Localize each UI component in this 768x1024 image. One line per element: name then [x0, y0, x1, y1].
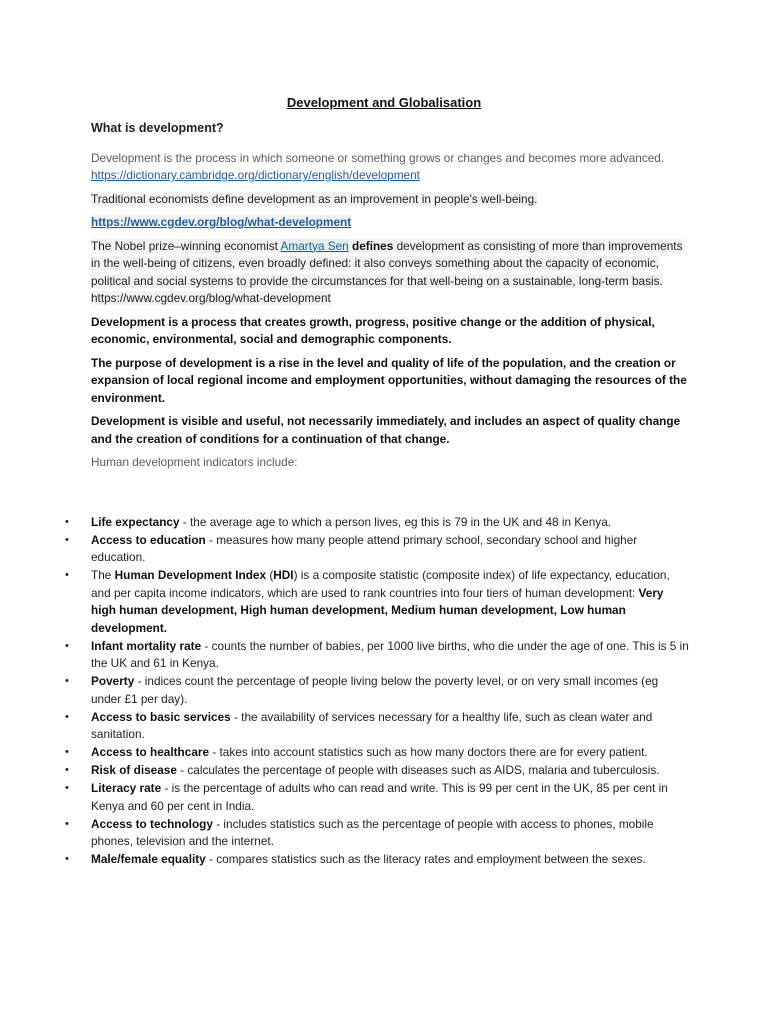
indicator-desc: - the availability of services necessary for a healthy life, such as clean water and sanitation. — [91, 709, 653, 741]
spacer — [91, 478, 691, 514]
list-item — [65, 638, 691, 673]
indicator-desc: - is the percentage of adults who can read and write. This is 99 per cent in the UK, 85 per cent in Kenya and 60 per cent in India. — [91, 781, 668, 813]
bullet-icon: • — [65, 569, 69, 581]
paragraph-visible: Development is visible and useful, not necessarily immediately, and includes an aspect of quality change and the creation of conditions for a continuation of that change. — [91, 414, 681, 446]
cambridge-link[interactable]: https://dictionary.cambridge.org/dictionary/english/development — [91, 168, 420, 182]
paragraph-cgdev-link — [91, 214, 691, 232]
bullet-icon: • — [65, 515, 69, 528]
indicator-desc: - takes into account statistics such as how many doctors there are for every patient. — [209, 745, 648, 759]
list-item — [65, 532, 691, 567]
hdi-pre: The — [91, 568, 115, 582]
list-item — [65, 673, 691, 708]
bullet-icon: • — [65, 764, 69, 776]
paragraph-purpose: The purpose of development is a rise in the level and quality of life of the population, and the creation or expansion of local regional income and employment opportunities, without damaging the resources of the environment. — [91, 355, 687, 405]
definition-text: Development is the process in which someone or something grows or changes and becomes more advanced. — [91, 150, 665, 165]
indicator-desc: - measures how many people attend primary school, secondary school and higher education. — [91, 532, 638, 564]
indicator-desc: - the average age to which a person lives, eg this is 79 in the UK and 48 in Kenya. — [179, 514, 612, 529]
indicator-term: Male/female equality — [91, 852, 206, 866]
bullet-icon: • — [65, 782, 69, 794]
bullet-icon: • — [65, 853, 69, 865]
indicator-desc: - includes statistics such as the percentage of people with access to phones, mobile phones, television and the internet. — [91, 816, 654, 848]
list-item — [65, 851, 691, 869]
bullet-icon: • — [65, 710, 69, 723]
indicator-term: Access to technology — [91, 816, 213, 831]
indicator-term: Literacy rate — [91, 781, 162, 795]
page-title: Development and Globalisation — [286, 95, 482, 110]
sen-pre-text: The Nobel prize–winning economist — [91, 238, 281, 253]
list-item — [65, 744, 691, 762]
indicator-term: Access to basic services — [91, 709, 231, 724]
bullet-icon: • — [65, 533, 69, 546]
indicator-term: Access to healthcare — [91, 745, 210, 759]
indicator-desc: - counts the number of babies, per 1000 live births, who die under the age of one. This is 5 in the UK and 61 in Kenya. — [91, 638, 689, 670]
hdi-abbrev: HDI — [273, 568, 294, 582]
sen-defines-text: defines — [348, 238, 394, 253]
traditional-text: Traditional economists define development as an improvement in people's well-being. — [91, 191, 538, 206]
cgdev-link[interactable]: https://www.cgdev.org/blog/what-development — [91, 215, 352, 229]
amartya-sen-link[interactable]: Amartya Sen — [280, 238, 349, 253]
hdi-mid2: ) is a composite statistic (composite index) of life expectancy, education, and per capita income indicators, which are used to rank countries into four tiers of human development: — [91, 568, 670, 600]
hdi-tiers: Very high human development, High human development, Medium human development, Low human development. — [91, 585, 664, 635]
indicator-desc: - compares statistics such as the literacy rates and employment between the sexes. — [205, 852, 646, 866]
indicator-term: Poverty — [91, 674, 135, 688]
paragraph-definition — [91, 150, 691, 185]
list-item — [65, 816, 691, 851]
hdi-term: Human Development Index — [114, 568, 267, 582]
list-item — [65, 709, 691, 744]
document-body — [65, 120, 691, 869]
bullet-icon: • — [65, 746, 69, 758]
section-heading: What is development? — [91, 121, 224, 135]
bullet-icon: • — [65, 675, 69, 687]
indicator-term: Life expectancy — [91, 514, 180, 529]
list-item-hdi — [65, 567, 691, 637]
indicator-desc: - calculates the percentage of people with diseases such as AIDS, malaria and tuberculosis. — [176, 763, 660, 777]
paragraph-indicators-intro: Human development indicators include: — [91, 455, 298, 469]
bullet-icon: • — [65, 817, 69, 830]
sen-post-text: development as consisting of more than improvements in the well-being of citizens, even broadly defined: it also conveys something about the capacity of economic, political and social systems to provide the circumstances for that well-being on a sustainable, long-term basis. https://www.cgdev.org/blog/what-development — [91, 238, 683, 305]
indicator-term: Risk of disease — [91, 763, 177, 777]
bullet-icon: • — [65, 639, 69, 652]
list-item — [65, 780, 691, 815]
paragraph-traditional — [91, 191, 691, 209]
indicator-desc: - indices count the percentage of people living below the poverty level, or on very small incomes (eg under £1 per day). — [91, 674, 659, 706]
list-item — [65, 514, 691, 532]
paragraph-sen — [91, 238, 691, 308]
hdi-mid1: ( — [266, 568, 274, 582]
indicator-list — [65, 514, 691, 869]
paragraph-process: Development is a process that creates growth, progress, positive change or the addition of physical, economic, environmental, social and demographic components. — [91, 314, 655, 346]
indicator-term: Access to education — [91, 532, 206, 547]
indicator-term: Infant mortality rate — [91, 638, 202, 653]
list-item — [65, 762, 691, 780]
